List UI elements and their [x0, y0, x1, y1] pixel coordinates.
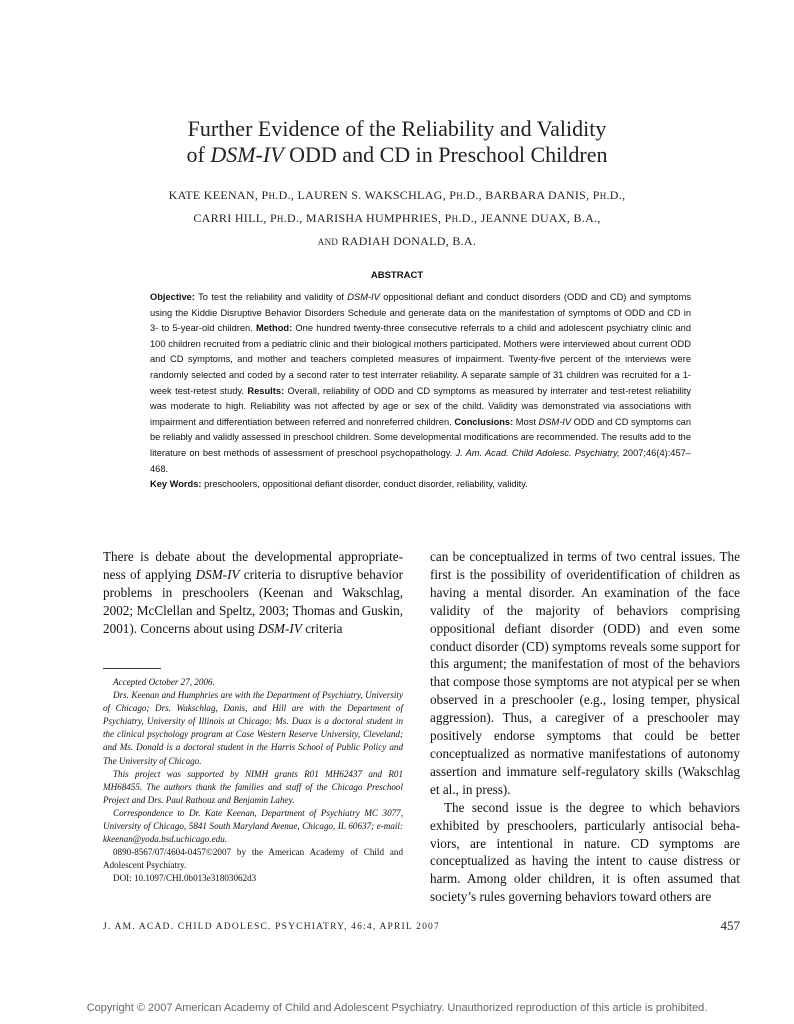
objective-label: Objective: [150, 292, 195, 302]
author-keenan-degree-end: .D., [275, 188, 298, 202]
objective-post: oppositional defiant and conduct disorders (ODD and CD) and symptoms using the Kiddie Disruptive Behavior Disorders Schedule and generate data on the manifestation of symptoms of ODD and CD in 3- to 5-year-old children. [150, 292, 691, 334]
author-humphries: MARISHA HUMPHRIES, P [305, 211, 452, 225]
article-title [100, 116, 694, 168]
conclusions-post: ODD and CD symptoms can be reliably and validly assessed in preschool children. Some developmental modifications are recommended. The results add to the literature on best methods of assessment of preschool psychopathology. [150, 416, 692, 458]
footnote-funding: This project was supported by NIMH grants R01 MH62437 and R01 MH68455. The authors thank the families and staff of the Chicago Preschool Project and Drs. Paul Rathouz and Benjamin Lahey. [103, 768, 403, 805]
author-keenan: KATE KEENAN, P [168, 188, 269, 202]
conclusions-pre: Most [513, 416, 539, 427]
objective-pre: To test the reliability and validity of [194, 292, 348, 302]
citation-details: 2007;46(4):457–468. [150, 447, 691, 474]
title-line-1: Further Evidence of the Reliability and Validity [187, 116, 607, 141]
keywords-label: Key Words: [150, 479, 202, 490]
footnotes [103, 676, 403, 886]
intro-text-b: criteria to disruptive behavior problems in preschoolers (Keenan and Wakschlag, 2002; McClellan and Speltz, 2003; Thomas and Guskin, 2001). Concerns about using [103, 566, 403, 636]
citation-journal: J. Am. Acad. Child Adolesc. Psychiatry, [455, 447, 620, 458]
author-hill-degree-end: .D., [283, 211, 306, 225]
title-dsm-italic: DSM-IV [210, 142, 284, 167]
author-danis-degree: H [599, 191, 607, 201]
author-duax: JEANNE DUAX, B.A., [480, 211, 601, 225]
author-danis-degree-end: .D., [606, 188, 626, 202]
author-line-1 [100, 184, 694, 207]
author-hill: CARRI HILL, P [193, 211, 277, 225]
footnote-accepted: Accepted October 27, 2006. [113, 677, 215, 687]
author-line-3 [100, 230, 694, 253]
intro-dsm-2: DSM-IV [257, 620, 302, 636]
title-line-2 [100, 142, 694, 168]
abstract-body [150, 290, 691, 493]
author-keenan-degree: H [268, 191, 276, 201]
body-paragraph-intro [103, 548, 403, 638]
body-paragraph-issues: can be conceptualized in terms of two central issues. The first is the possibility of overidentification of children as having a mental disorder. An examination of the face validity of the majority of behaviors comprising oppositional defiant disorder (ODD) and even some conduct disorder (CD) symptoms reveals some support for this argument; the manifestation of most of the behaviors that compose those symptoms are not atypical per se when observed in a preschooler (e.g., losing temper, physical aggression). Thus, a caregiver of a preschooler may positively endorse symptoms that could be better conceptualized as normative manifestations of autonomy assertion and immature self-regulatory skills (Wakschlag et al., in press). [430, 549, 740, 797]
author-humphries-degree-end: .D., [458, 211, 481, 225]
footnote-affiliations: Drs. Keenan and Humphries are with the Department of Psychiatry, University of Chicago; Drs. Wakschlag, Danis, and Hill are with the Department of Psychiatry, University of Illinois at Chicago; Ms. Duax is a doctoral student in the clinical psychology program at Case Western Reserve University, Cleveland; and Ms. Donald is a doctoral student in the Harris School of Public Policy and The University of Chicago. [103, 690, 403, 766]
results-text: Overall, reliability of ODD and CD symptoms as measured by interrater and test-retest reliability was moderate to high. Reliability was not affected by age or sex of the child. Validity was demonstrated via associations with impairment and differentiation between referred and nonreferred children. [150, 385, 691, 427]
intro-dsm-1: DSM-IV [195, 566, 240, 582]
results-label: Results: [247, 385, 285, 396]
footnote-issn: 0890-8567/07/4604-0457©2007 by the American Academy of Child and Adolescent Psychiatry. [103, 847, 403, 871]
intro-text-a: There is debate about the developmental appropriate-ness of applying [103, 549, 403, 582]
author-wakschlag: LAUREN S. WAKSCHLAG, P [297, 188, 457, 202]
author-donald: RADIAH DONALD, B.A. [338, 234, 477, 248]
author-wakschlag-degree-end: .D., [463, 188, 486, 202]
method-text: One hundred twenty-three consecutive referrals to a child and adolescent psychiatry clinic and 100 children recruited from a pediatric clinic and their biological mothers participated. Mothers were interviewed about current ODD and CD symptoms, and mother and teachers completed measures of impairment. Twenty-five percent of the interviews were randomly selected and coded by a second rater to test interrater reliability. A separate sample of 31 children was recruited for a 1-week test-retest study. [150, 323, 691, 396]
copyright-notice: Copyright © 2007 American Academy of Child and Adolescent Psychiatry. Unauthorized reproduction of this article is prohibited. [86, 1002, 708, 1014]
conclusions-label: Conclusions: [454, 416, 514, 427]
page-number: 457 [720, 918, 740, 933]
author-list [100, 184, 694, 253]
body-paragraph-second-issue: The second issue is the degree to which behaviors exhibited by preschoolers, particularly antisocial beha-viors, are intentional in nature. CD symptoms are conceptualized as having the intent to cause distress or harm. Among older children, it is often assumed that society’s rules governing behaviors toward others are [430, 799, 740, 905]
intro-text-c: criteria [301, 620, 343, 636]
title-line-2-post: ODD and CD in Preschool Children [283, 142, 608, 167]
author-danis: BARBARA DANIS, P [485, 188, 600, 202]
running-head: J. AM. ACAD. CHILD ADOLESC. PSYCHIATRY, 46:4, APRIL 2007 [103, 922, 440, 932]
title-line-2-pre: of [186, 142, 211, 167]
author-hill-degree: H [276, 214, 284, 224]
body-left-column [103, 548, 403, 638]
author-wakschlag-degree: H [456, 191, 464, 201]
body-right-column [430, 548, 740, 906]
author-and: AND [317, 237, 339, 247]
keywords-text: preschoolers, oppositional defiant disorder, conduct disorder, reliability, validity. [201, 479, 528, 490]
conclusions-dsm: DSM-IV [538, 416, 572, 427]
footnote-doi: DOI: 10.1097/CHI.0b013e31803062d3 [113, 873, 257, 884]
footnote-correspondence: Correspondence to Dr. Kate Keenan, Department of Psychiatry MC 3077, University of Chicago, 5841 South Maryland Avenue, Chicago, IL 60637; e-mail: kkeenan@yoda.bsd.uchicago.edu. [103, 807, 403, 845]
footnote-divider [103, 668, 161, 669]
abstract-heading: ABSTRACT [370, 270, 424, 281]
method-label: Method: [256, 323, 293, 334]
author-line-2 [100, 207, 694, 230]
objective-dsm: DSM-IV [347, 292, 380, 302]
author-humphries-degree: H [451, 214, 459, 224]
